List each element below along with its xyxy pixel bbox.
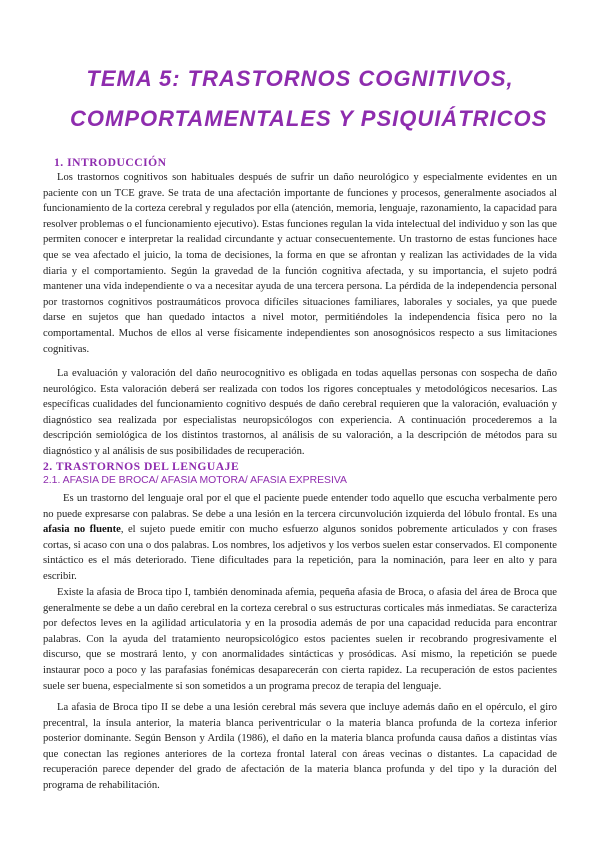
subsection-heading-afasia-broca: 2.1. AFASIA DE BROCA/ AFASIA MOTORA/ AFASIA EXPRESIVA <box>43 475 347 486</box>
section-heading-introduccion: 1. INTRODUCCIÓN <box>54 156 167 169</box>
broca-paragraph-3: La afasia de Broca tipo II se debe a una lesión cerebral más severa que incluye además daño en el opérculo, el giro precentral, la ínsula anterior, la materia blanca periventricular o la materia blanca profunda de la corteza inferior posterior dominante. Según Benson y Ardila (1986), el daño en la materia blanca profunda causa daños a distintas vías que conectan las regiones anteriores de la corteza frontal lateral con áreas vecinas o distantes. La capacidad de recuperación parece depender del grado de afectación de la materia blanca profunda y del tipo y la duración del programa de rehabilitación. <box>43 702 557 791</box>
afasia-no-fluente-term: afasia no fluente <box>43 524 121 536</box>
broca-paragraph-1 <box>43 491 557 585</box>
page-title-line-2: COMPORTAMENTALES Y PSIQUIÁTRICOS <box>70 106 548 131</box>
page-title-line-1: TEMA 5: TRASTORNOS COGNITIVOS, <box>86 66 514 91</box>
intro-paragraph-1: Los trastornos cognitivos son habituales después de sufrir un daño neurológico y especialmente evidentes en un paciente con un TCE grave. Se trata de una afectación importante de funciones y procesos, generalmente asociados al funcionamiento de la corteza cerebral y regulados por ella (atención, memoria, lenguaje, razonamiento, la capacidad para resolver problemas o el funcionamiento ejecutivo). Estas funciones regulan la vida intelectual del individuo y son las que permiten conocer e interpretar la realidad circundante y actuar consecuentemente. Un trastorno de estas funciones hace que se vea afectado el juicio, la toma de decisiones, la forma en que se afrontan y realizan las actividades de la vida diaria y el comportamiento. Según la gravedad de la función cognitiva afectada, y su importancia, el sujeto podrá mantener una vida independiente o va a necesitar ayuda de una tercera persona. La pérdida de la independencia personal por trastornos cognitivos postraumáticos provoca difíciles situaciones familiares, laborales y sociales, ya que puede darse en sujetos que han quedado intactos a nivel motor, permitiéndoles la independencia física pero no la comportamental. Muchos de ellos al verse físicamente independientes son anosognósicos respecto a sus limitaciones cognitivas. <box>43 172 557 355</box>
intro-paragraph-2: La evaluación y valoración del daño neurocognitivo es obligada en todas aquellas personas con sospecha de daño neurológico. Esta valoración deberá ser realizada con todos los rigores conceptuales y metodológicos necesarios. Las específicas cualidades del funcionamiento cognitivo después de daño cerebral requieren que la valoración, evaluación y diagnóstico sea realizada por especialistas neuropsicólogos con experiencia. A continuación procederemos a la descripción semiológica de los distintos trastornos, al análisis de su valoración, a la descripción de métodos para su diagnóstico y al análisis de sus posibilidades de recuperación. <box>43 368 557 457</box>
broca-paragraph-2: Existe la afasia de Broca tipo I, también denominada afemia, pequeña afasia de Broca, o afasia del área de Broca que generalmente se debe a un daño cerebral en la corteza cerebral o sus estructuras corticales más inmediatas. Se caracteriza por defectos leves en la agilidad articulatoria y en la prosodia además de por una capacidad reducida para encontrar palabras. Con la ayuda del tratamiento neuropsicológico estos pacientes suelen ir recobrando progresivamente el discurso, que se mostrará lento, y con anormalidades sintácticas y prosódicas. Así mismo, la repetición se puede instaurar poco a poco y las parafasias fonémicas desaparecerán con cierta rapidez. La recuperación de estos pacientes suele ser buena, especialmente si son sometidos a un programa precoz de terapia del lenguaje. <box>43 587 557 692</box>
broca-paragraph-1-end: , el sujeto puede emitir con mucho esfuerzo algunos sonidos pobremente articulados y con frases cortas, si acaso con una o dos palabras. Los nombres, los adjetivos y los verbos suelen estar conservados. El componente sintáctico es el más deteriorado. Tiene dificultades para la repetición, para la nominación, para leer en alto y para escribir. <box>43 524 558 582</box>
section-heading-trastornos-lenguaje: 2. TRASTORNOS DEL LENGUAJE <box>43 460 240 473</box>
broca-paragraph-1-start: Es un trastorno del lenguaje oral por el que el paciente puede entender todo aquello que escucha verbalmente pero no puede expresarse con palabras. Se debe a una lesión en la tercera circunvolución izquierda del lóbulo frontal. Es una <box>43 493 557 520</box>
